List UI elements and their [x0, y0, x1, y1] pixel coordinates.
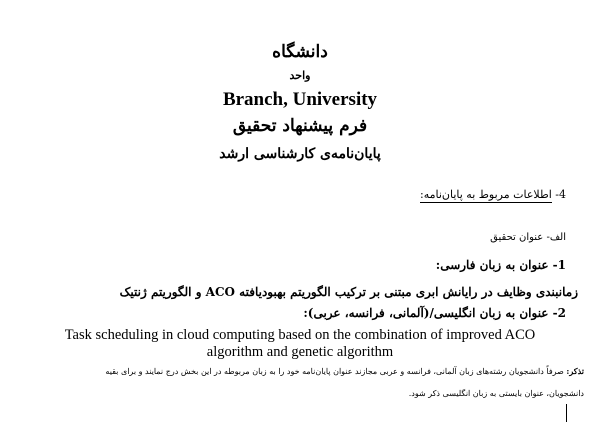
foreign-title-label: 2- عنوان به زبان انگلیسی/(آلمانی، فرانسه، عربی): [303, 306, 566, 320]
form-title: فرم پیشنهاد تحقیق [232, 116, 368, 136]
section-heading [420, 188, 566, 201]
persian-title-label: 1- عنوان به زبان فارسی: [435, 258, 566, 272]
note-label: تذکر: [566, 366, 584, 376]
foreign-title-line2: algorithm and genetic algorithm [206, 344, 394, 360]
persian-title-value: زمانبندی وظایف در رایانش ابری مبتنی بر ترکیب الگوریتم بهبودیافته ACO و الگوریتم ژنتیک [119, 285, 578, 299]
text-cursor [566, 404, 567, 422]
note-text-1: صرفاً دانشجویان رشته‌های زبان آلمانی، فرانسه و عربی مجازند عنوان پایان‌نامه خود را به زبان مربوطه در این بخش درج نمایند و برای بقیه [105, 367, 564, 376]
foreign-title-line1: Task scheduling in cloud computing based on the combination of improved ACO [64, 327, 536, 343]
branch-label: واحد [289, 69, 311, 82]
note-line2: دانشجویان، عنوان بایستی به زبان انگلیسی ذکر شود. [408, 389, 584, 398]
subsection-title: الف- عنوان تحقیق [490, 232, 566, 243]
section-number: 4- [555, 188, 566, 201]
branch-english: Branch, University [222, 89, 378, 110]
university-name: دانشگاه [272, 42, 328, 62]
section-title: اطلاعات مربوط به پایان‌نامه: [419, 188, 552, 201]
degree-title: پایان‌نامه‌ی کارشناسی ارشد [219, 146, 381, 162]
note-line1 [105, 366, 584, 376]
